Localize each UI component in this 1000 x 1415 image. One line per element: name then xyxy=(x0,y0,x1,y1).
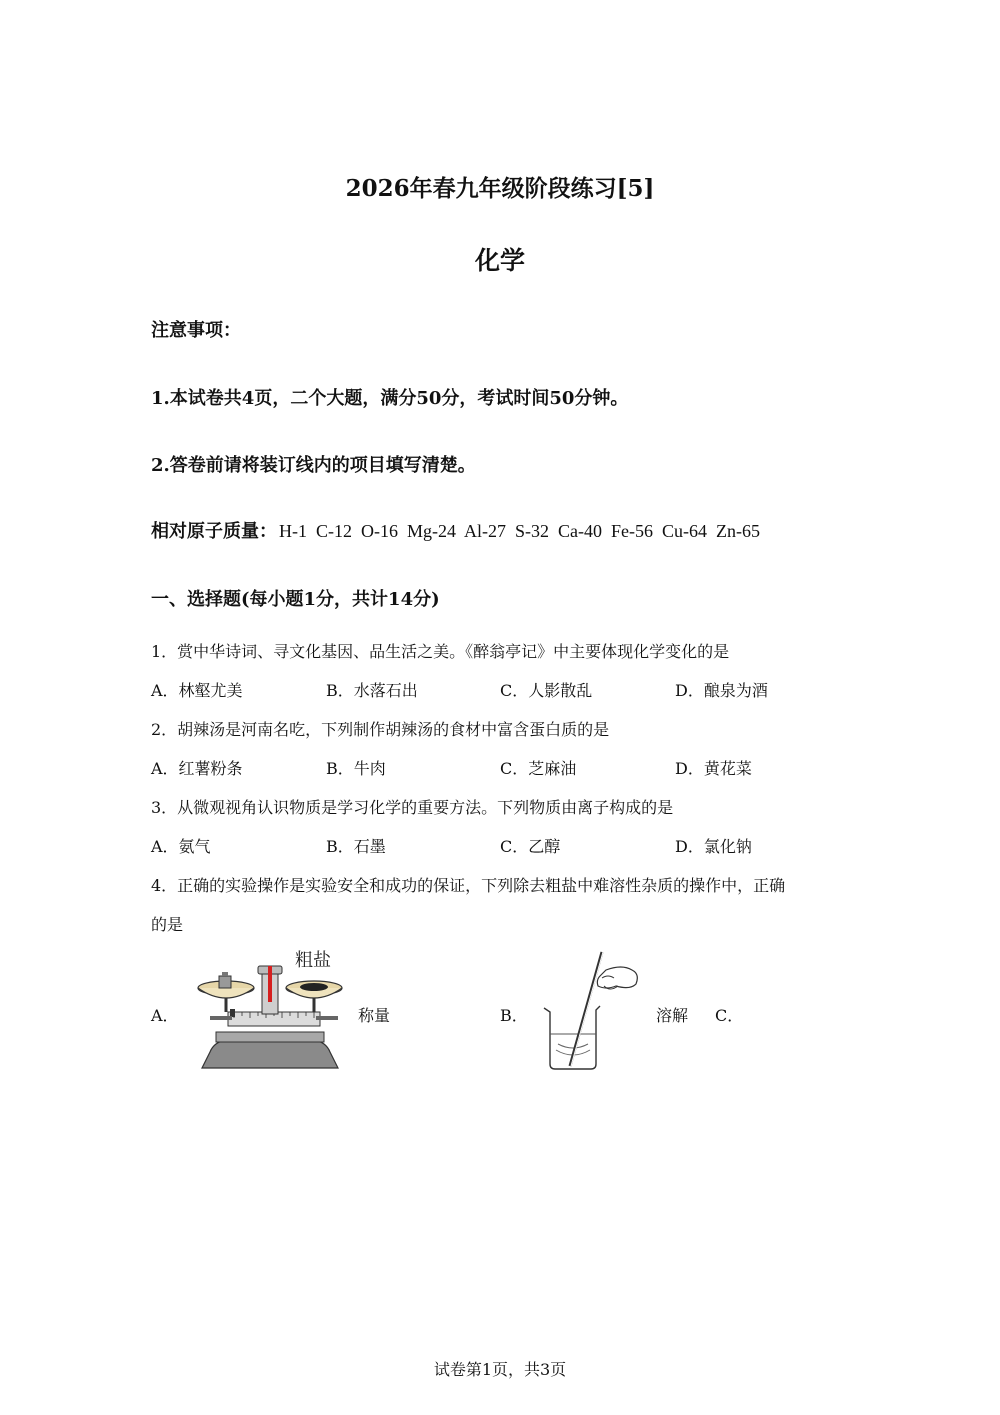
option-a: A．氨气 xyxy=(151,837,211,856)
option-d: D．氯化钠 xyxy=(675,837,752,856)
atomic-mass-line xyxy=(151,517,760,543)
option-a: A．红薯粉条 xyxy=(151,759,243,778)
coarse-salt-label: 粗盐 xyxy=(295,950,331,971)
notes-heading: 注意事项： xyxy=(151,320,241,341)
option-d: D．黄花菜 xyxy=(675,759,752,778)
option-a-caption: 称量 xyxy=(358,1006,391,1025)
option-a-letter: A． xyxy=(151,1006,179,1025)
question-stem: 1．赏中华诗词、寻文化基因、品生活之美。《醉翁亭记》中主要体现化学变化的是 xyxy=(151,642,730,661)
option-c: C．人影散乱 xyxy=(500,681,593,700)
option-d: D．酿泉为酒 xyxy=(675,681,768,700)
page-footer: 试卷第1页，共3页 xyxy=(433,1360,567,1379)
subject-title: 化学 xyxy=(474,246,525,275)
balance-scale-icon xyxy=(190,944,350,1072)
option-b: B．牛肉 xyxy=(326,759,386,778)
section-heading: 一、选择题(每小题1分，共计14分) xyxy=(151,589,440,610)
page-title: 2026年春九年级阶段练习[5] xyxy=(345,175,655,202)
question-stem: 2．胡辣汤是河南名吃，下列制作胡辣汤的食材中富含蛋白质的是 xyxy=(151,720,610,739)
option-b: B．石墨 xyxy=(326,837,386,856)
atomic-mass-label: 相对原子质量： xyxy=(151,521,277,542)
note-item: 1.本试卷共4页，二个大题，满分50分，考试时间50分钟。 xyxy=(151,388,629,409)
question-stem: 3．从微观视角认识物质是学习化学的重要方法。下列物质由离子构成的是 xyxy=(151,798,674,817)
option-c: C．芝麻油 xyxy=(500,759,577,778)
beaker-stirring-icon xyxy=(536,946,644,1072)
option-b-caption: 溶解 xyxy=(656,1006,689,1025)
atomic-mass-values: H-1 C-12 O-16 Mg-24 Al-27 S-32 Ca-40 Fe-56 Cu-64 Zn-65 xyxy=(279,521,760,541)
option-a: A．林壑尤美 xyxy=(151,681,243,700)
option-c: C．乙醇 xyxy=(500,837,561,856)
option-b-letter: B． xyxy=(500,1006,528,1025)
option-b: B．水落石出 xyxy=(326,681,418,700)
question-stem: 4．正确的实验操作是实验安全和成功的保证，下列除去粗盐中难溶性杂质的操作中，正确 xyxy=(151,876,786,895)
note-item: 2.答卷前请将装订线内的项目填写清楚。 xyxy=(151,455,476,476)
question-stem-continued: 的是 xyxy=(151,915,184,934)
option-c-letter: C． xyxy=(715,1006,744,1025)
